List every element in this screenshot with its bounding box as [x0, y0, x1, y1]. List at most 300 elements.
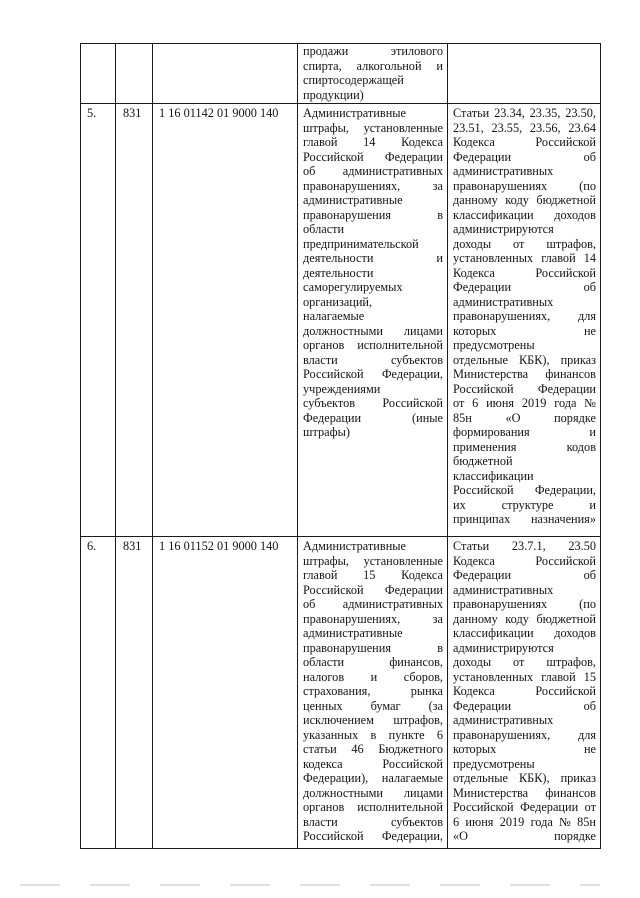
- text-line: [303, 728, 443, 743]
- text-line: [453, 512, 596, 527]
- word: Министерства: [453, 367, 529, 381]
- word: 23.56,: [529, 120, 561, 135]
- word: не: [583, 323, 596, 338]
- word: главой: [541, 669, 576, 684]
- word: финансов,: [389, 655, 443, 669]
- text-line: [453, 135, 596, 150]
- text-line: [453, 324, 596, 339]
- text-line: [453, 641, 596, 656]
- text-line: [453, 655, 596, 670]
- word: Кодекса: [453, 684, 495, 698]
- word: должностными: [303, 785, 383, 800]
- word: Российской: [535, 135, 596, 149]
- word: учреждениями: [303, 381, 381, 396]
- word: 23.50: [568, 539, 596, 553]
- word: года: [530, 814, 553, 829]
- text-line: [453, 382, 596, 397]
- word: субъектов: [390, 352, 443, 367]
- word: от: [513, 236, 525, 251]
- word: которых: [453, 742, 497, 756]
- text-line: [453, 440, 596, 455]
- word: установленных: [453, 669, 534, 684]
- word: 6: [472, 396, 479, 410]
- word: правонарушения: [303, 207, 391, 222]
- word: от: [453, 396, 465, 410]
- word: №: [584, 396, 596, 410]
- word: Федерации,: [534, 483, 596, 497]
- text-line: [453, 483, 596, 498]
- word: пункте: [388, 727, 425, 742]
- word: штрафы): [303, 425, 350, 439]
- word: 23.34,: [494, 106, 525, 120]
- text-line: [453, 396, 596, 411]
- text-line: [303, 539, 443, 554]
- word: предусмотрены: [453, 338, 535, 352]
- text-line: [303, 554, 443, 569]
- text-line: [303, 309, 443, 324]
- text-line: [453, 266, 596, 281]
- word: администрируются: [453, 222, 554, 236]
- text-line: [453, 280, 596, 295]
- word: ценных: [303, 698, 343, 713]
- text-line: [453, 237, 596, 252]
- word: Федерации,: [381, 829, 443, 843]
- word: административные: [303, 193, 403, 207]
- text-line: [453, 295, 596, 310]
- word: за: [432, 611, 443, 626]
- word: финансов: [545, 785, 596, 800]
- text-line: [303, 88, 443, 103]
- word: саморегулируемых: [303, 280, 403, 294]
- word: администрируются: [453, 640, 554, 655]
- word: июня: [465, 814, 494, 829]
- text-line: [453, 713, 596, 728]
- word: Федерации: [453, 698, 512, 713]
- text-line: [453, 771, 596, 786]
- word: 23.64: [568, 120, 596, 135]
- word: 46: [351, 742, 364, 756]
- word: административных: [453, 713, 554, 727]
- word: данному: [453, 611, 498, 626]
- word: об: [583, 698, 596, 713]
- word: 6: [453, 814, 460, 829]
- text-line: [453, 106, 596, 121]
- text-line: [303, 44, 443, 59]
- text-line: [453, 800, 596, 815]
- word: 85н: [577, 814, 596, 829]
- text-line: [303, 295, 443, 310]
- word: Российской: [303, 582, 364, 597]
- cell-legal-basis: [448, 537, 601, 849]
- text-line: [453, 179, 596, 194]
- word: организаций,: [303, 294, 373, 309]
- text-line: [303, 815, 443, 830]
- word: области: [303, 655, 345, 669]
- text-line: [303, 568, 443, 583]
- text-line: [303, 583, 443, 598]
- word: 2019: [499, 814, 525, 829]
- word: Кодекса: [453, 265, 495, 280]
- word: доходы: [453, 655, 492, 669]
- word: 23.50,: [565, 106, 596, 120]
- text-line: [453, 757, 596, 772]
- word: продукции): [303, 87, 364, 102]
- word: правонарушения: [303, 640, 391, 655]
- text-line: [303, 222, 443, 237]
- text-line: [453, 626, 596, 641]
- word: КБК),: [518, 771, 550, 785]
- text-line: [303, 367, 443, 382]
- cell-income-name: [298, 537, 448, 849]
- word: Бюджетного: [378, 742, 443, 756]
- text-line: [453, 251, 596, 266]
- word: и: [589, 497, 596, 512]
- text-line: [453, 539, 596, 554]
- word: в: [437, 640, 443, 655]
- word: структуре: [501, 497, 554, 512]
- scan-artifact: [20, 884, 600, 886]
- word: власти: [303, 814, 338, 829]
- word: порядке: [554, 829, 596, 843]
- word: (по: [579, 178, 596, 193]
- word: Федерации),: [303, 771, 369, 785]
- word: отдельные: [453, 352, 508, 367]
- cell-number: 5.: [81, 104, 116, 537]
- word: не: [583, 742, 596, 756]
- word: Статьи: [453, 539, 490, 553]
- word: принципах: [453, 512, 511, 526]
- word: деятельности: [303, 251, 374, 265]
- text-line: [453, 612, 596, 627]
- word: доходы: [453, 236, 492, 251]
- text-line: [303, 655, 443, 670]
- word: Кодекса: [401, 568, 443, 582]
- word: Российской: [382, 756, 443, 771]
- word: субъектов: [303, 396, 356, 410]
- word: Федерации: [384, 582, 443, 597]
- word: страхования,: [303, 684, 371, 698]
- word: правонарушениях,: [453, 309, 551, 323]
- word: за: [432, 178, 443, 193]
- cell-kbk: 1 16 01152 01 9000 140: [153, 537, 298, 849]
- word: правонарушениях,: [303, 178, 401, 193]
- text-line: [303, 193, 443, 208]
- text-line: [453, 568, 596, 583]
- text-line: [453, 742, 596, 757]
- word: 14: [363, 135, 376, 149]
- word: штрафов,: [393, 713, 443, 727]
- text-line: [453, 338, 596, 353]
- word: бюджетной: [536, 193, 596, 207]
- word: доходов: [554, 207, 596, 222]
- text-line: [453, 150, 596, 165]
- text-line: [303, 338, 443, 353]
- word: классификации: [453, 468, 534, 483]
- word: должностными: [303, 323, 383, 338]
- word: Административные: [303, 539, 406, 553]
- text-line: [453, 829, 596, 844]
- word: лицами: [403, 785, 443, 800]
- cell-admin-code: 831: [116, 104, 153, 537]
- word: предусмотрены: [453, 756, 535, 771]
- text-line: [303, 353, 443, 368]
- word: назначения»: [530, 512, 596, 526]
- word: исполнительной: [357, 338, 443, 352]
- text-line: [303, 626, 443, 641]
- word: 14: [583, 251, 596, 265]
- word: органов: [303, 800, 345, 814]
- word: от: [513, 655, 525, 669]
- text-line: [303, 641, 443, 656]
- word: «О: [505, 410, 521, 425]
- word: классификации: [453, 626, 534, 640]
- word: которых: [453, 323, 497, 338]
- cell-kbk: [153, 44, 298, 104]
- word: установленные: [363, 120, 443, 135]
- text-line: [303, 73, 443, 88]
- text-line: [453, 353, 596, 368]
- word: для: [577, 309, 596, 323]
- table-row: [81, 44, 601, 104]
- text-line: [453, 208, 596, 223]
- text-line: [453, 597, 596, 612]
- text-line: [303, 164, 443, 179]
- word: этилового: [390, 44, 443, 58]
- word: субъектов: [390, 814, 443, 829]
- word: об: [583, 280, 596, 294]
- word: в: [437, 207, 443, 222]
- word: штрафы,: [303, 553, 349, 568]
- text-line: [453, 699, 596, 714]
- text-line: [303, 411, 443, 426]
- word: 23.55,: [491, 120, 523, 135]
- word: административных: [342, 164, 443, 178]
- word: для: [577, 727, 596, 742]
- text-line: [453, 222, 596, 237]
- text-line: [303, 612, 443, 627]
- word: Российской: [382, 396, 443, 410]
- cell-kbk: 1 16 01142 01 9000 140: [153, 104, 298, 537]
- kbk-table: [80, 43, 601, 849]
- cell-legal-basis: [448, 104, 601, 537]
- text-line: [303, 829, 443, 844]
- word: №: [559, 814, 571, 829]
- text-line: [303, 713, 443, 728]
- text-line: [453, 583, 596, 598]
- text-line: [303, 251, 443, 266]
- text-line: [303, 150, 443, 165]
- word: Российской: [453, 381, 514, 396]
- word: Российской: [303, 367, 364, 381]
- text-line: [303, 266, 443, 281]
- word: «О: [453, 829, 469, 843]
- word: кодов: [566, 439, 596, 454]
- text-line: [453, 728, 596, 743]
- word: 23.7.1,: [511, 539, 546, 553]
- word: об: [583, 568, 596, 582]
- cell-income-name: [298, 44, 448, 104]
- text-line: [303, 135, 443, 150]
- text-line: [453, 684, 596, 699]
- text-line: [303, 670, 443, 685]
- word: налагаемые: [381, 771, 443, 785]
- word: 2019: [521, 396, 547, 410]
- text-line: [453, 554, 596, 569]
- word: Кодекса: [401, 135, 443, 149]
- word: исполнительной: [357, 800, 443, 814]
- word: от: [584, 800, 596, 814]
- word: и: [436, 58, 443, 73]
- word: алкогольной: [356, 58, 422, 73]
- word: административных: [453, 582, 554, 597]
- word: об: [583, 149, 596, 164]
- word: установленных: [453, 251, 534, 265]
- word: 6: [436, 727, 443, 742]
- word: правонарушениях: [453, 597, 548, 611]
- word: (по: [579, 597, 596, 611]
- text-line: [303, 106, 443, 121]
- word: порядке: [554, 410, 596, 425]
- word: коду: [505, 611, 529, 626]
- word: бюджетной: [453, 454, 513, 468]
- text-line: [303, 425, 443, 440]
- word: (иные: [412, 410, 443, 425]
- text-line: [303, 742, 443, 757]
- text-line: [453, 411, 596, 426]
- word: правонарушениях: [453, 178, 548, 193]
- word: налогов: [303, 669, 345, 684]
- word: и: [589, 425, 596, 439]
- word: исключением: [303, 713, 374, 727]
- cell-income-name: [298, 104, 448, 537]
- text-line: [453, 425, 596, 440]
- word: Федерации: [303, 410, 362, 425]
- text-line: [303, 179, 443, 194]
- word: области: [303, 222, 345, 236]
- text-line: [453, 164, 596, 179]
- word: июня: [486, 396, 515, 410]
- word: Федерации: [384, 149, 443, 164]
- text-line: [453, 670, 596, 685]
- word: Российской: [303, 829, 364, 843]
- word: административных: [342, 597, 443, 611]
- word: (за: [428, 698, 443, 713]
- text-line: [303, 684, 443, 699]
- word: деятельности: [303, 265, 374, 280]
- word: об: [303, 597, 316, 611]
- word: административные: [303, 626, 403, 640]
- word: отдельные: [453, 771, 508, 785]
- cell-admin-code: [116, 44, 153, 104]
- text-line: [303, 699, 443, 714]
- word: предпринимательской: [303, 236, 419, 251]
- text-line: [303, 757, 443, 772]
- table-row: [81, 537, 601, 849]
- word: власти: [303, 352, 338, 367]
- text-line: [303, 800, 443, 815]
- word: спиртосодержащей: [303, 73, 404, 87]
- word: приказ: [560, 352, 596, 367]
- word: Федерации: [453, 280, 512, 294]
- word: об: [303, 164, 316, 178]
- word: Российской: [453, 800, 514, 814]
- word: и: [370, 669, 378, 684]
- word: года: [554, 396, 577, 410]
- word: и: [436, 251, 443, 265]
- text-line: [303, 237, 443, 252]
- word: 15: [363, 568, 376, 582]
- word: кодекса: [303, 756, 343, 771]
- word: лицами: [403, 323, 443, 338]
- cell-legal-basis: [448, 44, 601, 104]
- word: применения: [453, 439, 517, 454]
- word: спирта,: [303, 58, 342, 73]
- cell-number: 6.: [81, 537, 116, 849]
- word: приказ: [560, 771, 596, 785]
- word: классификации: [453, 207, 534, 222]
- word: 15: [583, 669, 596, 684]
- word: продажи: [303, 44, 349, 58]
- word: Кодекса: [453, 553, 495, 568]
- word: штрафов,: [546, 655, 596, 669]
- text-line: [453, 498, 596, 513]
- word: бумаг: [370, 698, 401, 713]
- text-line: [453, 193, 596, 208]
- text-line: [303, 396, 443, 411]
- word: правонарушениях,: [453, 727, 551, 742]
- word: установленные: [363, 553, 443, 568]
- word: Статьи: [453, 106, 490, 120]
- text-line: [453, 121, 596, 136]
- text-line: [303, 280, 443, 295]
- word: бюджетной: [536, 611, 596, 626]
- text-line: [453, 454, 596, 469]
- word: Федерации: [520, 800, 579, 814]
- word: административных: [453, 294, 554, 309]
- word: органов: [303, 338, 345, 352]
- word: Федерации: [537, 381, 596, 396]
- word: коду: [505, 193, 529, 207]
- word: КБК),: [518, 352, 550, 367]
- text-line: [303, 786, 443, 801]
- text-line: [453, 469, 596, 484]
- word: штрафов,: [546, 236, 596, 251]
- word: Российской: [535, 265, 596, 280]
- word: формирования: [453, 425, 530, 439]
- word: статьи: [303, 742, 337, 756]
- cell-admin-code: 831: [116, 537, 153, 849]
- text-line: [453, 815, 596, 830]
- word: данному: [453, 193, 498, 207]
- word: налагаемые: [303, 309, 365, 323]
- word: 23.51,: [453, 120, 484, 135]
- text-line: [303, 208, 443, 223]
- word: рынка: [410, 684, 443, 698]
- word: главой: [303, 135, 338, 149]
- word: 23.35,: [529, 106, 561, 120]
- word: их: [453, 497, 466, 512]
- word: Министерства: [453, 785, 529, 800]
- text-line: [453, 309, 596, 324]
- word: Российской: [535, 553, 596, 568]
- text-line: [303, 121, 443, 136]
- word: Кодекса: [453, 135, 495, 149]
- text-line: [453, 367, 596, 382]
- word: указанных: [303, 727, 359, 742]
- text-line: [453, 786, 596, 801]
- word: главой: [303, 568, 338, 582]
- word: Федерации: [453, 149, 512, 164]
